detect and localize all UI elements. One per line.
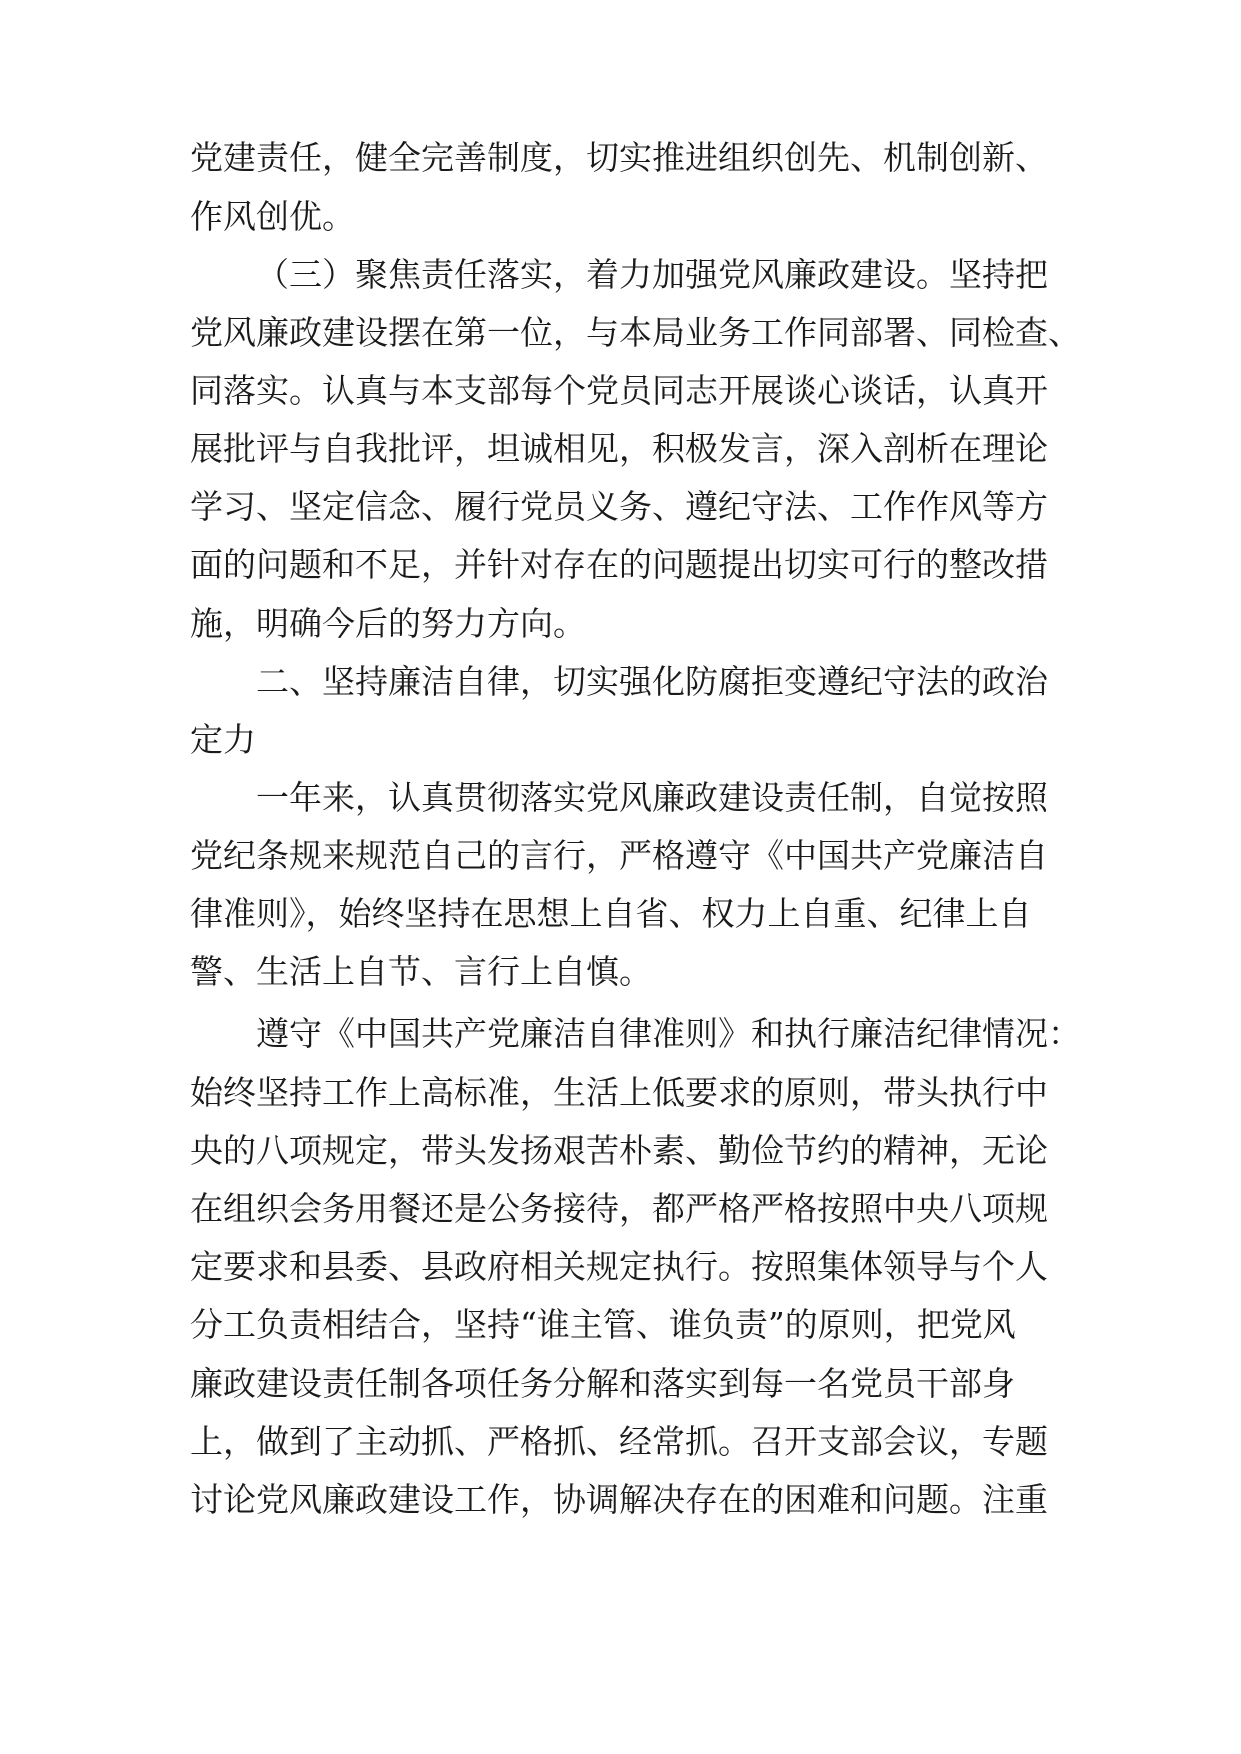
text-line: 同落实。认真与本支部每个党员同志开展谈心谈话，认真开 (190, 371, 1048, 410)
text-line: 施，明确今后的努力方向。 (190, 604, 586, 643)
text-line: 律准则》，始终坚持在思想上自省、权力上自重、纪律上自 (190, 894, 1032, 933)
text-line: 始终坚持工作上高标准，生活上低要求的原则，带头执行中 (190, 1073, 1048, 1112)
text-line: 党建责任，健全完善制度，切实推进组织创先、机制创新、 (190, 138, 1048, 177)
text-line: 展批评与自我批评，坦诚相见，积极发言，深入剖析在理论 (190, 429, 1048, 468)
paragraph-start: 一年来，认真贯彻落实党风廉政建设责任制，自觉按照 (256, 778, 1048, 817)
text-line: 党风廉政建设摆在第一位，与本局业务工作同部署、同检查、 (190, 313, 1081, 352)
text-line: 作风创优。 (190, 197, 355, 236)
text-line: 上，做到了主动抓、严格抓、经常抓。召开支部会议，专题 (190, 1422, 1048, 1461)
text-line: 讨论党风廉政建设工作，协调解决存在的困难和问题。注重 (190, 1480, 1048, 1519)
text-line: 廉政建设责任制各项任务分解和落实到每一名党员干部身 (190, 1364, 1015, 1403)
text-line: 学习、坚定信念、履行党员义务、遵纪守法、工作作风等方 (190, 487, 1048, 526)
text-line: 面的问题和不足，并针对存在的问题提出切实可行的整改措 (190, 545, 1048, 584)
text-line: 警、生活上自节、言行上自慎。 (190, 952, 652, 991)
text-line: 央的八项规定，带头发扬艰苦朴素、勤俭节约的精神，无论 (190, 1131, 1048, 1170)
section-heading: （三）聚焦责任落实，着力加强党风廉政建设。坚持把 (256, 255, 1048, 294)
text-line: 分工负责相结合，坚持“谁主管、谁负责”的原则，把党风 (190, 1305, 1016, 1344)
text-line: 定力 (190, 720, 256, 759)
text-line: 在组织会务用餐还是公务接待，都严格严格按照中央八项规 (190, 1189, 1048, 1228)
section-heading: 二、坚持廉洁自律，切实强化防腐拒变遵纪守法的政治 (256, 662, 1048, 701)
text-line: 定要求和县委、县政府相关规定执行。按照集体领导与个人 (190, 1247, 1048, 1286)
text-line: 党纪条规来规范自己的言行，严格遵守《中国共产党廉洁自 (190, 836, 1048, 875)
paragraph-start: 遵守《中国共产党廉洁自律准则》和执行廉洁纪律情况： (256, 1014, 1081, 1053)
